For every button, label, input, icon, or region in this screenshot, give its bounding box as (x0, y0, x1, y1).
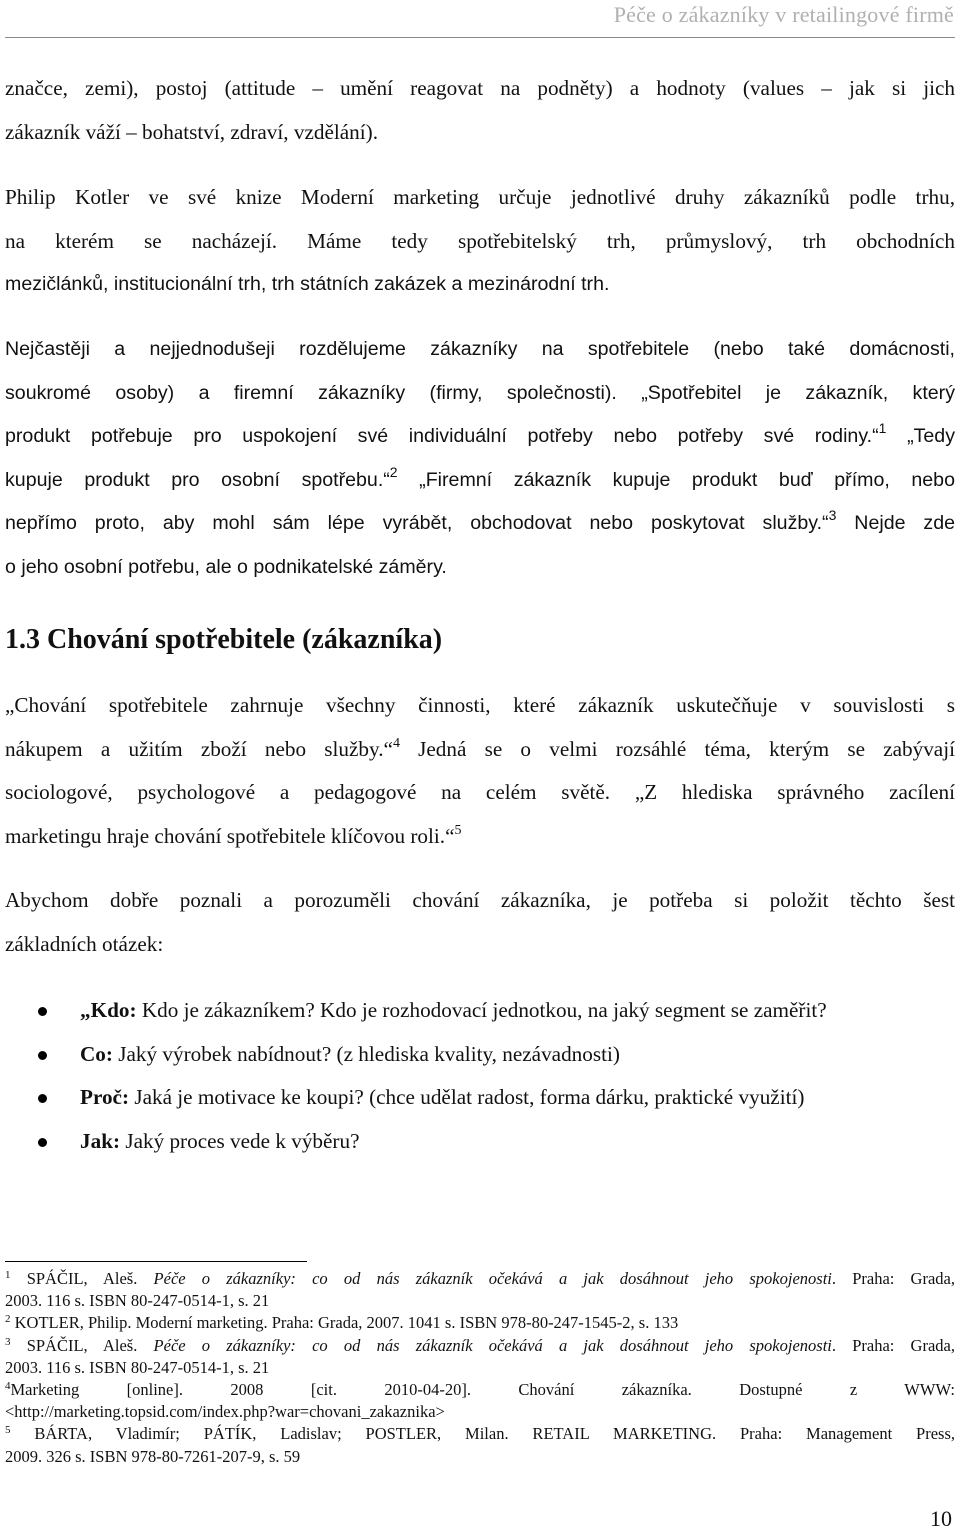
list-item (0, 989, 955, 1033)
text-line: Nejčastěji a nejjednodušeji rozdělujeme zákazníky na spotřebitele (nebo také domácnosti, (5, 338, 955, 360)
text-segment: nepřímo proto, aby mohl sám lépe vyrábět, obchodovat nebo poskytovat služby.“ (5, 512, 829, 535)
question-list (0, 989, 960, 1163)
footnote-number: 2 (5, 1313, 11, 1326)
book-title: Péče o zákazníky: co od nás zákazník očekává a jak dosáhnout jeho spokojenosti (153, 1335, 832, 1355)
footnote-5 (5, 1423, 955, 1467)
footnote-text: . Praha: Grada, (831, 1335, 955, 1355)
footnote-line (5, 1268, 955, 1290)
question-text: Jaká je motivace ke koupi? (chce udělat radost, forma dárku, praktické využití) (129, 1085, 805, 1110)
footnote-text: Marketing [online]. 2008 [cit. 2010-04-20]. Chování zákazníka. Dostupné z WWW: (10, 1380, 955, 1400)
footnote-text: SPÁČIL, Aleš. (10, 1335, 154, 1355)
text-line (5, 459, 955, 503)
list-item (0, 1033, 955, 1077)
question-label: Jak: (80, 1128, 121, 1153)
footnote-line (5, 1423, 955, 1445)
footnote-2 (5, 1312, 955, 1334)
text-line: mezičlánků, institucionální trh, trh státních zakázek a mezinárodní trh. (5, 273, 610, 296)
text-segment: Jedná se o velmi rozsáhlé téma, kterým se zabývají (399, 736, 955, 761)
paragraph-consumer-behaviour (5, 684, 955, 858)
text-line: na kterém se nacházejí. Máme tedy spotřebitelský trh, průmyslový, trh obchodních (5, 228, 955, 253)
question-label: „Kdo: (80, 998, 137, 1022)
text-segment: nákupem a užitím zboží nebo služby.“ (5, 736, 393, 761)
list-item (0, 1120, 955, 1164)
footnote-line (5, 1379, 955, 1401)
bullet-icon (38, 1051, 47, 1060)
paragraph-six-questions (5, 879, 955, 966)
footnote-text: BÁRTA, Vladimír; PÁTÍK, Ladislav; POSTLER, Milan. RETAIL MARKETING. Praha: Management Press, (10, 1424, 955, 1444)
footnote-number: 3 (5, 1335, 11, 1348)
text-segment: kupuje produkt pro osobní spotřebu.“ (5, 468, 390, 491)
bullet-icon (38, 1094, 47, 1103)
footnote-url[interactable]: <http://marketing.topsid.com/index.php?war=chovani_zakaznika> (5, 1402, 445, 1422)
footnote-text: KOTLER, Philip. Moderní marketing. Praha: Grada, 2007. 1041 s. ISBN 978-80-247-1545-2, s. 133 (10, 1313, 679, 1333)
text-line (5, 415, 955, 459)
question-label: Proč: (80, 1085, 130, 1110)
paragraph-kotler (5, 176, 955, 307)
footnote-line: 2003. 116 s. ISBN 80-247-0514-1, s. 21 (5, 1291, 270, 1311)
text-segment: Nejde zde (836, 512, 955, 535)
footnote-text: SPÁČIL, Aleš. (10, 1269, 154, 1288)
text-segment: marketingu hraje chování spotřebitele klíčovou roli.“ (5, 823, 455, 848)
footnote-number: 1 (5, 1269, 11, 1281)
text-line (5, 815, 955, 859)
text-line (5, 728, 955, 772)
footnote-line: 2009. 326 s. ISBN 978-80-7261-207-9, s. 59 (5, 1446, 301, 1466)
bullet-icon (38, 1007, 47, 1016)
page-number: 10 (930, 1506, 952, 1531)
text-line: Philip Kotler ve své knize Moderní marketing určuje jednotlivé druhy zákazníků podle trhu, (5, 185, 955, 209)
text-segment: „Tedy (886, 425, 955, 448)
text-line: značce, zemi), postoj (attitude – umění reagovat na podněty) a hodnoty (values – jak si jich (5, 76, 955, 100)
question-text: Jaký proces vede k výběru? (120, 1128, 360, 1153)
header-rule (5, 37, 955, 38)
footnote-line: 2003. 116 s. ISBN 80-247-0514-1, s. 21 (5, 1357, 270, 1377)
text-line: „Chování spotřebitele zahrnuje všechny činnosti, které zákazník uskutečňuje v souvislosti s (5, 693, 955, 717)
footnote-number: 5 (5, 1424, 11, 1437)
footnotes (5, 1268, 955, 1468)
bullet-icon (38, 1138, 47, 1147)
footnote-separator (5, 1261, 307, 1262)
text-line: soukromé osoby) a firemní zákazníky (firmy, společnosti). „Spotřebitel je zákazník, který (5, 381, 955, 404)
text-line: o jeho osobní potřebu, ale o podnikatelské záměry. (5, 555, 447, 578)
text-segment: „Firemní zákazník kupuje produkt buď přímo, nebo (397, 468, 955, 491)
section-heading: 1.3 Chování spotřebitele (zákazníka) (5, 624, 443, 655)
footnote-ref[interactable]: 1 (878, 420, 887, 437)
book-title: Péče o zákazníky: co od nás zákazník očekává a jak dosáhnout jeho spokojenosti (153, 1269, 832, 1288)
running-header: Péče o zákazníky v retailingové firmě (613, 2, 954, 27)
footnote-line (5, 1335, 955, 1357)
footnote-ref[interactable]: 5 (454, 822, 462, 838)
paragraph-customer-types (5, 328, 955, 590)
footnote-ref[interactable]: 2 (389, 463, 398, 480)
footnote-4 (5, 1379, 955, 1423)
footnote-ref[interactable]: 4 (392, 735, 400, 751)
footnote-number: 4 (5, 1380, 11, 1393)
text-line (5, 502, 955, 546)
paragraph-attitude-values (5, 67, 955, 154)
text-line: základních otázek: (5, 931, 164, 956)
text-line: zákazník váží – bohatství, zdraví, vzdělání). (5, 119, 378, 144)
question-label: Co: (80, 1041, 113, 1066)
text-line: sociologové, psychologové a pedagogové na celém světě. „Z hlediska správného zacílení (5, 780, 955, 805)
question-text: Jaký výrobek nabídnout? (z hlediska kvality, nezávadnosti) (112, 1041, 620, 1066)
footnote-ref[interactable]: 3 (828, 507, 837, 524)
footnote-3 (5, 1335, 955, 1379)
list-item (0, 1076, 955, 1120)
footnote-line (5, 1312, 955, 1334)
footnote-1 (5, 1268, 955, 1312)
text-segment: produkt potřebuje pro uspokojení své individuální potřeby nebo potřeby své rodiny.“ (5, 425, 879, 448)
footnote-text: . Praha: Grada, (831, 1269, 955, 1288)
question-text: Kdo je zákazníkem? Kdo je rozhodovací jednotkou, na jaký segment se zaměřit? (136, 998, 827, 1022)
text-line: Abychom dobře poznali a porozuměli chování zákazníka, je potřeba si položit těchto šest (5, 888, 955, 912)
